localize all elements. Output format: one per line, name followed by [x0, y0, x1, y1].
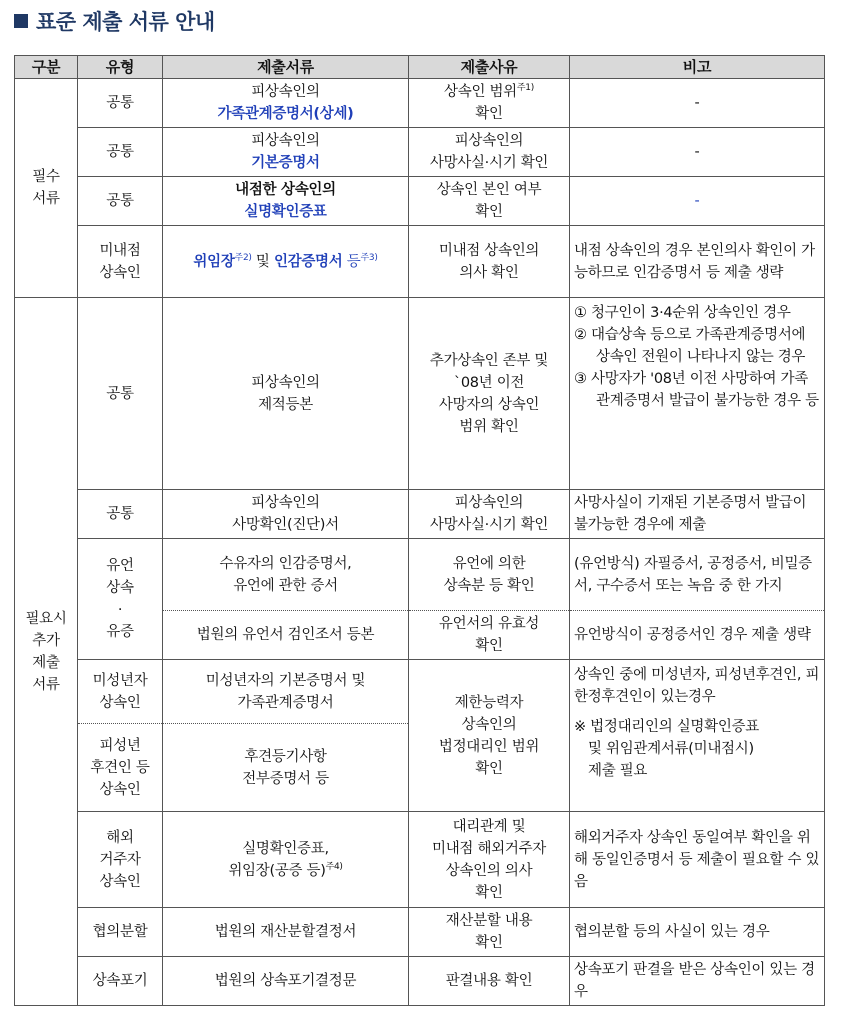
note-cell: 협의분할 등의 사실이 있는 경우: [570, 908, 825, 957]
reason-cell: 유언에 의한 상속분 등 확인: [409, 539, 570, 611]
doc-cell: 내점한 상속인의 실명확인증표: [163, 177, 409, 226]
title-text: 표준 제출 서류 안내: [36, 10, 215, 34]
doc-cell: 피상속인의 사망확인(진단)서: [163, 490, 409, 539]
reason-cell: 유언서의 유효성 확인: [409, 611, 570, 660]
reason-cell: 판결내용 확인: [409, 957, 570, 1006]
table-row: [15, 660, 825, 724]
type-cell: 공통: [78, 177, 163, 226]
doc-cell: 피상속인의 가족관계증명서(상세): [163, 79, 409, 128]
table-row: [15, 812, 825, 908]
type-cell: 유언 상속 · 유증: [78, 539, 163, 660]
category-required: 필수 서류: [15, 79, 78, 298]
note-cell: 해외거주자 상속인 동일여부 확인을 위해 동일인증명서 등 제출이 필요할 수 있음: [570, 812, 825, 908]
note-cell: -: [570, 177, 825, 226]
type-cell: 미내점 상속인: [78, 226, 163, 298]
note-cell: ① 청구인이 3·4순위 상속인인 경우 ② 대습상속 등으로 가족관계증명서에 상속인 전원이 나타나지 않는 경우 ③ 사망자가 '08년 이전 사망하여 가족관계증명서 발급이 불가능한 경우 등: [570, 298, 825, 490]
reason-cell: 피상속인의 사망사실·시기 확인: [409, 128, 570, 177]
square-bullet-icon: [14, 14, 28, 28]
doc-cell: 위임장$^{주2)}$ 및 인감증명서 등$^{주3)}$: [163, 226, 409, 298]
table-row: [15, 177, 825, 226]
doc-cell: 피상속인의 제적등본: [163, 298, 409, 490]
reason-cell: 대리관계 및 미내점 해외거주자 상속인의 의사 확인: [409, 812, 570, 908]
table-row: [15, 490, 825, 539]
reason-cell: 상속인 본인 여부 확인: [409, 177, 570, 226]
note-cell: 상속포기 판결을 받은 상속인이 있는 경우: [570, 957, 825, 1006]
table-header-row: [15, 56, 825, 79]
type-cell: 협의분할: [78, 908, 163, 957]
doc-cell: 법원의 상속포기결정문: [163, 957, 409, 1006]
note-cell: 유언방식이 공정증서인 경우 제출 생략: [570, 611, 825, 660]
table-row: [15, 957, 825, 1006]
note-cell: 상속인 중에 미성년자, 피성년후견인, 피한정후견인이 있는경우 ※ 법정대리인의 실명확인증표 및 위임관계서류(미내점시) 제출 필요: [570, 660, 825, 812]
header-note: 비고: [570, 56, 825, 79]
doc-cell: 후견등기사항 전부증명서 등: [163, 724, 409, 812]
header-type: 유형: [78, 56, 163, 79]
document-table: [14, 55, 825, 1006]
header-reason: 제출사유: [409, 56, 570, 79]
table-row: [15, 79, 825, 128]
page-title: [14, 6, 215, 36]
note-cell: 사망사실이 기재된 기본증명서 발급이 불가능한 경우에 제출: [570, 490, 825, 539]
note-cell: (유언방식) 자필증서, 공정증서, 비밀증서, 구수증서 또는 녹음 중 한 가지: [570, 539, 825, 611]
header-documents: 제출서류: [163, 56, 409, 79]
doc-cell: 피상속인의 기본증명서: [163, 128, 409, 177]
doc-cell: 법원의 유언서 검인조서 등본: [163, 611, 409, 660]
type-cell: 피성년 후견인 등 상속인: [78, 724, 163, 812]
type-cell: 공통: [78, 298, 163, 490]
type-cell: 공통: [78, 79, 163, 128]
category-additional: 필요시 추가 제출 서류: [15, 298, 78, 1006]
table-row: [15, 539, 825, 611]
doc-cell: 수유자의 인감증명서, 유언에 관한 증서: [163, 539, 409, 611]
reason-cell: 재산분할 내용 확인: [409, 908, 570, 957]
type-cell: 공통: [78, 490, 163, 539]
reason-cell: 상속인 범위$^{주1)}$ 확인: [409, 79, 570, 128]
table-row: [15, 908, 825, 957]
note-cell: 내점 상속인의 경우 본인의사 확인이 가능하므로 인감증명서 등 제출 생략: [570, 226, 825, 298]
reason-cell: 피상속인의 사망사실·시기 확인: [409, 490, 570, 539]
doc-cell: 법원의 재산분할결정서: [163, 908, 409, 957]
type-cell: 해외 거주자 상속인: [78, 812, 163, 908]
header-category: 구분: [15, 56, 78, 79]
doc-cell: 실명확인증표, 위임장(공증 등)$^{주4)}$: [163, 812, 409, 908]
table-row: [15, 128, 825, 177]
type-cell: 공통: [78, 128, 163, 177]
type-cell: 상속포기: [78, 957, 163, 1006]
note-cell: -: [570, 128, 825, 177]
reason-cell: 추가상속인 존부 및 `08년 이전 사망자의 상속인 범위 확인: [409, 298, 570, 490]
note-cell: -: [570, 79, 825, 128]
table-row: [15, 298, 825, 490]
doc-cell: 미성년자의 기본증명서 및 가족관계증명서: [163, 660, 409, 724]
reason-cell: 미내점 상속인의 의사 확인: [409, 226, 570, 298]
reason-cell: 제한능력자 상속인의 법정대리인 범위 확인: [409, 660, 570, 812]
type-cell: 미성년자 상속인: [78, 660, 163, 724]
table-row: [15, 226, 825, 298]
